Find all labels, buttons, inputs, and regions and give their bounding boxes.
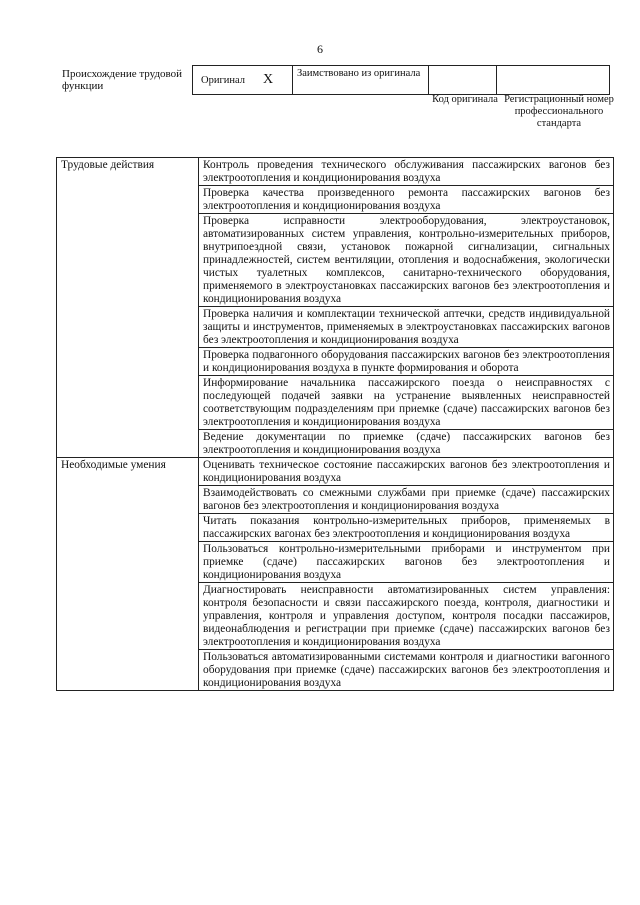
item-text: Проверка исправности электрооборудования, электроустановок, автоматизированных систем управления, контрольно-измерительных приборов, внутрипоездной связи, установок пожарной сигнализации, сигнальных принадлежностей, систем вентиляции, отопления и водоснабжения, экологически чистых туалетных комплексов, санитарно-технического оборудования, применяемого в электроустановках пассажирских вагонов без электроотопления и кондиционирования воздуха: [199, 214, 614, 307]
section-title: Необходимые умения: [57, 458, 199, 691]
code-caption: Код оригинала: [432, 94, 498, 105]
borrowed-cell: Заимствовано из оригинала: [293, 66, 429, 94]
page-number: 6: [317, 42, 323, 56]
original-label: Оригинал: [201, 74, 245, 86]
item-text: Контроль проведения технического обслуживания пассажирских вагонов без электроотопления и кондиционирования воздуха: [199, 158, 614, 186]
item-text: Читать показания контрольно-измерительных приборов, применяемых в пассажирских вагонах без электроотопления и кондиционирования воздуха: [199, 514, 614, 542]
table-row: [57, 158, 614, 186]
original-mark: X: [263, 72, 274, 87]
section-title: Трудовые действия: [57, 158, 199, 458]
origin-table: [192, 65, 610, 95]
item-text: Диагностировать неисправности автоматизированных систем управления: контроля безопасности и связи пассажирского поезда, контроля, диагностики и управления, контроля и управления доступом, контроля посадки пассажиров, видеонаблюдения и регистрации при приемке (сдаче) пассажирских вагонов без электроотопления и кондиционирования воздуха: [199, 583, 614, 650]
item-text: Проверка качества произведенного ремонта пассажирских вагонов без электроотопления и кондиционирования воздуха: [199, 186, 614, 214]
item-text: Проверка подвагонного оборудования пассажирских вагонов без электроотопления и кондиционирования воздуха в пункте формирования и оборота: [199, 348, 614, 376]
reg-number-caption: Регистрационный номер профессионального стандарта: [504, 94, 614, 129]
code-cell: [429, 66, 497, 94]
labor-function-table: [56, 157, 614, 691]
item-text: Пользоваться контрольно-измерительными приборами и инструментом при приемке (сдаче) пассажирских вагонов без электроотопления и кондиционирования воздуха: [199, 542, 614, 583]
item-text: Проверка наличия и комплектации технической аптечки, средств индивидуальной защиты и инструментов, применяемых в электроустановках пассажирских вагонов без электроотопления и кондиционирования воздуха: [199, 307, 614, 348]
item-text: Ведение документации по приемке (сдаче) пассажирских вагонов без электроотопления и кондиционирования воздуха: [199, 430, 614, 458]
item-text: Информирование начальника пассажирского поезда о неисправностях с последующей подачей заявки на устранение выявленных неисправностей соответствующим подразделениям при приемке (сдаче) пассажирских вагонов без электроотопления и кондиционирования воздуха: [199, 376, 614, 430]
item-text: Пользоваться автоматизированными системами контроля и диагностики вагонного оборудования при приемке (сдаче) пассажирских вагонов без электроотопления и кондиционирования воздуха: [199, 650, 614, 691]
reg-number-cell: [497, 66, 609, 94]
item-text: Взаимодействовать со смежными службами при приемке (сдаче) пассажирских вагонов без электроотопления и кондиционирования воздуха: [199, 486, 614, 514]
origin-label: Происхождение трудовой функции: [62, 68, 183, 92]
table-row: [57, 458, 614, 486]
item-text: Оценивать техническое состояние пассажирских вагонов без электроотопления и кондиционирования воздуха: [199, 458, 614, 486]
original-cell: [193, 66, 293, 94]
